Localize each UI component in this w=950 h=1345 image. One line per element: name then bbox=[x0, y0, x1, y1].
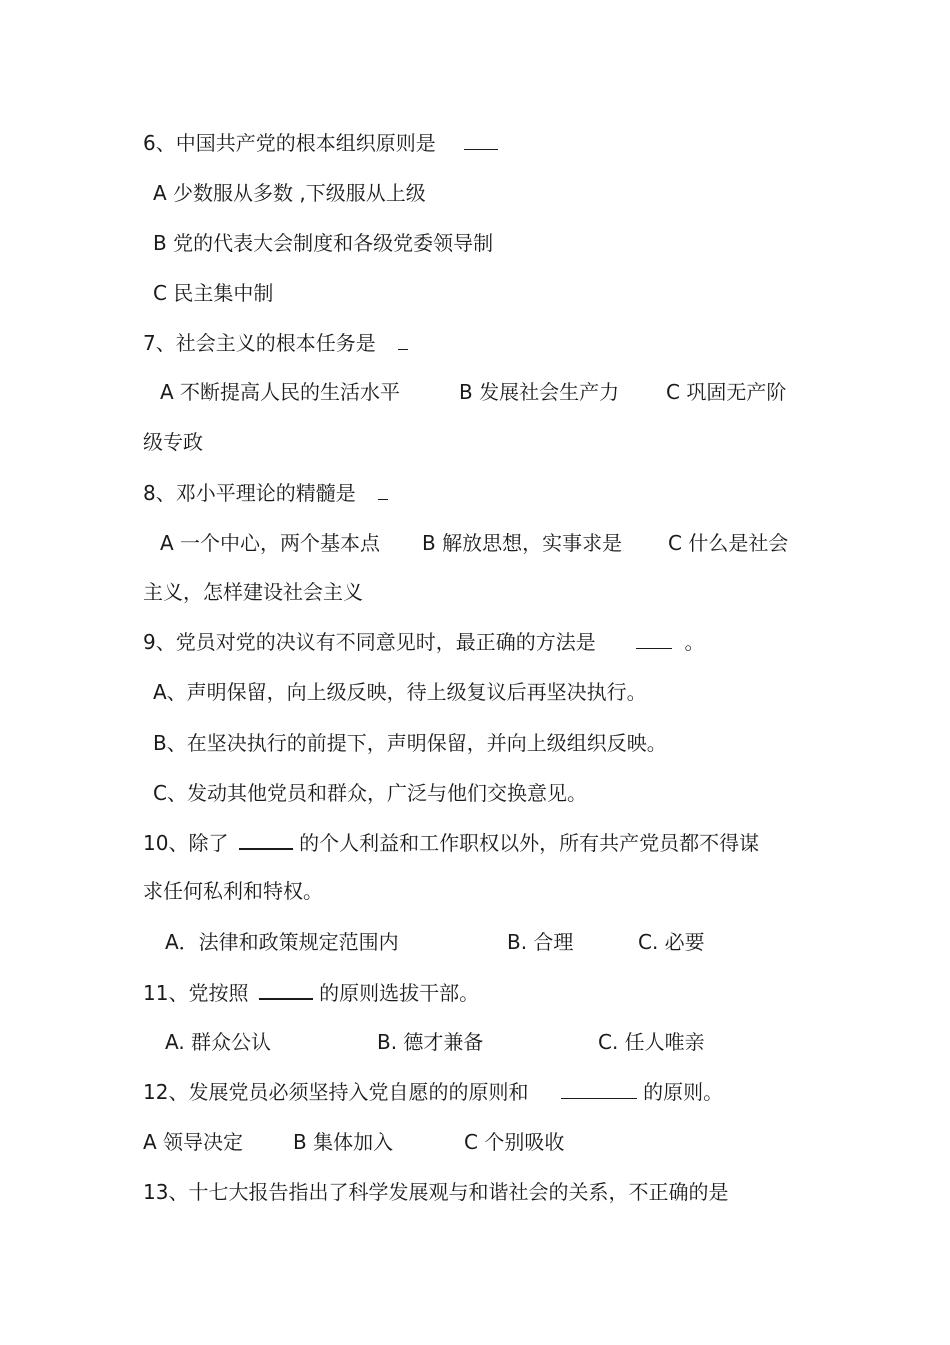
question-12-stem bbox=[143, 1080, 723, 1104]
question-11-option-a: A. 群众公认 bbox=[165, 1030, 272, 1054]
answer-blank bbox=[398, 331, 408, 350]
answer-blank bbox=[259, 980, 313, 1000]
question-8-option-a: A 一个中心，两个基本点 bbox=[160, 531, 381, 555]
question-7-option-c-continued: 级专政 bbox=[143, 430, 203, 454]
question-8-option-b: B 解放思想，实事求是 bbox=[422, 531, 623, 555]
question-12-option-c: C 个别吸收 bbox=[464, 1130, 565, 1154]
question-11-option-c: C. 任人唯亲 bbox=[598, 1030, 705, 1054]
question-9-tail: 。 bbox=[684, 630, 705, 654]
question-9-option-b: B、在坚决执行的前提下，声明保留，并向上级组织反映。 bbox=[153, 731, 667, 755]
question-10-option-b: B. 合理 bbox=[507, 930, 574, 954]
question-7-option-c: C 巩固无产阶 bbox=[666, 380, 787, 404]
question-10-stem-continued: 求任何私利和特权。 bbox=[143, 879, 323, 903]
question-8-option-c: C 什么是社会 bbox=[668, 531, 789, 555]
answer-blank bbox=[378, 481, 388, 500]
answer-blank bbox=[636, 630, 672, 649]
answer-blank bbox=[464, 131, 498, 150]
question-8-stem bbox=[143, 481, 388, 505]
answer-blank bbox=[561, 1080, 637, 1099]
answer-blank bbox=[239, 830, 293, 850]
question-11-text-post: 的原则选拔干部。 bbox=[319, 981, 480, 1005]
question-7-stem bbox=[143, 331, 408, 355]
question-13-stem: 13、十七大报告指出了科学发展观与和谐社会的关系，不正确的是 bbox=[143, 1180, 729, 1204]
question-11-stem bbox=[143, 980, 479, 1005]
question-6-option-c: C 民主集中制 bbox=[153, 281, 274, 305]
question-7-text: 7、社会主义的根本任务是 bbox=[143, 331, 376, 355]
question-6-text: 6、中国共产党的根本组织原则是 bbox=[143, 131, 436, 155]
question-6-option-a: A 少数服从多数 ,下级服从上级 bbox=[153, 181, 426, 205]
question-8-option-c-continued: 主义，怎样建设社会主义 bbox=[143, 580, 363, 604]
question-9-option-c: C、发动其他党员和群众，广泛与他们交换意见。 bbox=[153, 781, 587, 805]
question-10-option-c: C. 必要 bbox=[638, 930, 705, 954]
question-12-text-post: 的原则。 bbox=[643, 1080, 724, 1104]
question-10-option-a: A．法律和政策规定范围内 bbox=[165, 930, 399, 954]
question-12-text-pre: 12、发展党员必须坚持入党自愿的的原则和 bbox=[143, 1080, 529, 1104]
question-7-option-b: B 发展社会生产力 bbox=[459, 380, 620, 404]
question-9-stem bbox=[143, 630, 704, 654]
question-6-option-b: B 党的代表大会制度和各级党委领导制 bbox=[153, 231, 494, 255]
question-12-option-b: B 集体加入 bbox=[293, 1130, 394, 1154]
question-10-stem bbox=[143, 830, 759, 855]
question-8-text: 8、邓小平理论的精髓是 bbox=[143, 481, 356, 505]
question-9-option-a: A、声明保留，向上级反映，待上级复议后再坚决执行。 bbox=[153, 680, 647, 704]
question-11-text-pre: 11、党按照 bbox=[143, 981, 249, 1005]
question-12-option-a: A 领导决定 bbox=[143, 1130, 244, 1154]
question-7-option-a: A 不断提高人民的生活水平 bbox=[160, 380, 401, 404]
question-10-text-post: 的个人利益和工作职权以外，所有共产党员都不得谋 bbox=[299, 831, 760, 855]
question-10-text-pre: 10、除了 bbox=[143, 831, 229, 855]
question-6-stem bbox=[143, 131, 498, 155]
question-9-text: 9、党员对党的决议有不同意见时，最正确的方法是 bbox=[143, 630, 596, 654]
question-11-option-b: B. 德才兼备 bbox=[377, 1030, 484, 1054]
